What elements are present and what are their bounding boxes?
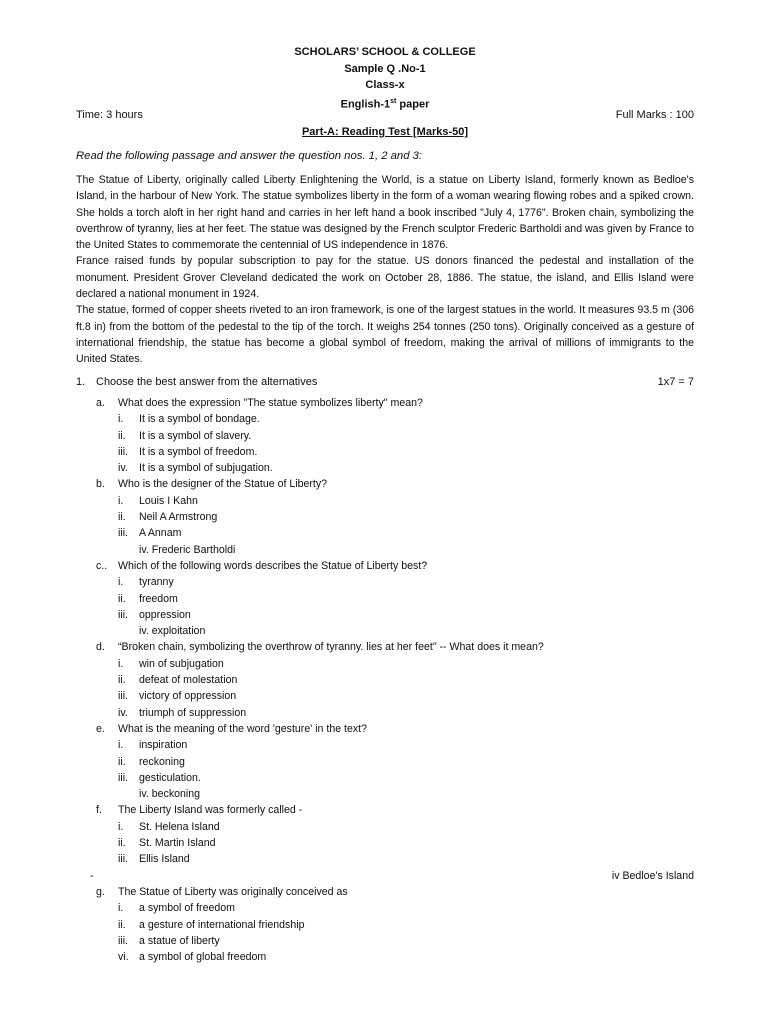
sub-question-label: c.. — [96, 559, 108, 572]
option-text: Neil A Armstrong — [139, 511, 218, 524]
option-numeral: iii. — [118, 445, 129, 458]
option-text: St. Martin Island — [139, 837, 216, 850]
option-numeral: i. — [118, 902, 124, 915]
question-number: 1. — [76, 376, 86, 388]
answer-option-extra — [76, 868, 694, 884]
option-numeral: ii. — [118, 511, 126, 524]
sub-question-label: f. — [96, 804, 102, 817]
option-text: defeat of molestation — [139, 674, 238, 687]
option-numeral: i. — [118, 820, 124, 833]
option-numeral: iii. — [118, 527, 129, 540]
answer-option — [76, 754, 694, 770]
answer-option — [76, 411, 694, 427]
option-text: inspiration — [139, 739, 188, 752]
full-marks-label: Full Marks : 100 — [615, 109, 694, 121]
option-numeral: i. — [118, 494, 124, 507]
answer-option — [76, 835, 694, 851]
time-marks-row — [76, 109, 694, 125]
option-numeral: iv. — [118, 706, 128, 719]
option-text: a symbol of freedom — [139, 902, 235, 915]
option-numeral: ii. — [118, 755, 126, 768]
option-text: It is a symbol of subjugation. — [139, 462, 273, 475]
sub-question — [76, 558, 694, 574]
answer-option — [76, 574, 694, 590]
answer-option — [76, 770, 694, 786]
sub-question-text: “Broken chain, symbolizing the overthrow of tyranny. lies at her feet" -- What does it mean? — [118, 641, 544, 654]
option-text: St. Helena Island — [139, 820, 220, 833]
answer-option — [76, 917, 694, 933]
option-numeral: i. — [118, 413, 124, 426]
instruction: Read the following passage and answer the question nos. 1, 2 and 3: — [76, 150, 423, 162]
answer-option — [76, 542, 694, 558]
option-text: Ellis Island — [139, 853, 190, 866]
option-numeral: iii. — [118, 608, 129, 621]
sub-question — [76, 802, 694, 818]
sub-question-text: The Statue of Liberty was originally conceived as — [118, 885, 348, 898]
option-numeral: iii. — [118, 934, 129, 947]
question-text: Choose the best answer from the alternatives — [96, 376, 318, 388]
option-text: It is a symbol of freedom. — [139, 445, 258, 458]
reading-passage — [76, 172, 694, 368]
answer-option — [76, 851, 694, 867]
answer-option — [76, 591, 694, 607]
answer-option — [76, 428, 694, 444]
sub-question-label: g. — [96, 885, 105, 898]
sub-question-label: d. — [96, 641, 105, 654]
sub-question-text: Who is the designer of the Statue of Liberty? — [118, 478, 328, 491]
answer-option — [76, 900, 694, 916]
answer-option — [76, 460, 694, 476]
option-numeral: iii. — [118, 853, 129, 866]
passage-paragraph: The Statue of Liberty, originally called Liberty Enlightening the World, is a statue on Liberty Island, formerly known as Bedloe's Island, in the harbour of New York. The statue symbolizes liberty in the form of a woman wearing flowing robes and a spiked crown. She holds a torch aloft in her right hand and carries in her left hand a book inscribed "July 4, 1776". Broken chain, symbolizing the overthrow of tyranny, lies at her feet. The statue was designed by the French sculptor Frederic Bartholdi and was given by France to the United States to commemorate the centennial of US independence in 1876. — [76, 174, 694, 252]
answer-option — [76, 949, 694, 965]
option-text: gesticulation. — [139, 771, 201, 784]
option-numeral: vi. — [118, 951, 129, 964]
option-numeral: ii. — [118, 918, 126, 931]
option-text: victory of oppression — [139, 690, 237, 703]
question-list — [76, 395, 694, 965]
sample-number: Sample Q .No-1 — [344, 62, 426, 75]
option-text: a statue of liberty — [139, 934, 220, 947]
option-text: Louis I Kahn — [139, 494, 198, 507]
option-numeral: i. — [118, 657, 124, 670]
option-text: win of subjugation — [139, 657, 224, 670]
answer-option — [76, 933, 694, 949]
option-numeral: ii. — [118, 674, 126, 687]
option-text: It is a symbol of slavery. — [139, 429, 252, 442]
time-label: Time: 3 hours — [76, 109, 143, 121]
answer-option — [76, 786, 694, 802]
option-text: a symbol of global freedom — [139, 951, 267, 964]
answer-option — [76, 493, 694, 509]
option-text: tyranny — [139, 576, 174, 589]
option-text: It is a symbol of bondage. — [139, 413, 260, 426]
option-text: triumph of suppression — [139, 706, 247, 719]
sub-question-label: e. — [96, 722, 105, 735]
option-text: reckoning — [139, 755, 185, 768]
sub-question — [76, 395, 694, 411]
option-text: iv Bedloe's Island — [611, 869, 694, 882]
sub-question — [76, 884, 694, 900]
sub-question — [76, 639, 694, 655]
school-name: SCHOLARS’ SCHOOL & COLLEGE — [294, 46, 476, 58]
sub-question-text: What is the meaning of the word 'gesture' in the text? — [118, 722, 368, 735]
answer-option — [76, 672, 694, 688]
sub-question-text: What does the expression "The statue symbolizes liberty" mean? — [118, 397, 423, 409]
option-text: iv. Frederic Bartholdi — [139, 543, 236, 556]
option-numeral: ii. — [118, 592, 126, 605]
answer-option — [76, 656, 694, 672]
document-header — [0, 44, 770, 113]
question-marks: 1x7 = 7 — [657, 376, 694, 388]
answer-option — [76, 819, 694, 835]
option-text: freedom — [139, 592, 178, 605]
option-text: A Annam — [139, 527, 182, 540]
part-title: Part-A: Reading Test [Marks-50] — [301, 126, 469, 138]
passage-paragraph: France raised funds by popular subscription to pay for the statue. US donors financed the pedestal and installation of the monument. President Grover Cleveland dedicated the work on October 28, 1886. The statue, the island, and Ellis Island were declared a national monument in 1924. — [76, 255, 694, 301]
answer-option — [76, 705, 694, 721]
answer-option — [76, 688, 694, 704]
option-numeral: ii. — [118, 837, 126, 850]
option-numeral: i. — [118, 739, 124, 752]
dash-mark: - — [90, 869, 94, 882]
sub-question — [76, 476, 694, 492]
option-text: a gesture of international friendship — [139, 918, 305, 931]
answer-option — [76, 509, 694, 525]
answer-option — [76, 623, 694, 639]
option-numeral: iii. — [118, 690, 129, 703]
option-text: oppression — [139, 608, 191, 621]
sub-question-text: Which of the following words describes the Statue of Liberty best? — [118, 559, 428, 572]
sub-question-label: b. — [96, 478, 105, 491]
answer-option — [76, 525, 694, 541]
sub-question — [76, 721, 694, 737]
option-numeral: iv. — [118, 462, 128, 475]
option-text: iv. beckoning — [139, 788, 201, 801]
sub-question-text: The Liberty Island was formerly called - — [118, 804, 303, 817]
passage-paragraph: The statue, formed of copper sheets riveted to an iron framework, is one of the largest statues in the world. It measures 93.5 m (306 ft.8 in) from the bottom of the pedestal to the tip of the torch. It weighs 254 tonnes (250 tons). Originally conceived as a gesture of international friendship, the statue has become a global symbol of freedom, making the arrival of millions of immigrants to the United States. — [76, 304, 694, 366]
paper-label: English-1st paper — [340, 97, 430, 111]
class-label: Class-x — [365, 79, 405, 91]
option-numeral: i. — [118, 576, 124, 589]
option-text: iv. exploitation — [139, 625, 206, 638]
option-numeral: iii. — [118, 771, 129, 784]
sub-question-label: a. — [96, 397, 105, 409]
answer-option — [76, 607, 694, 623]
option-numeral: ii. — [118, 429, 126, 442]
answer-option — [76, 737, 694, 753]
answer-option — [76, 444, 694, 460]
